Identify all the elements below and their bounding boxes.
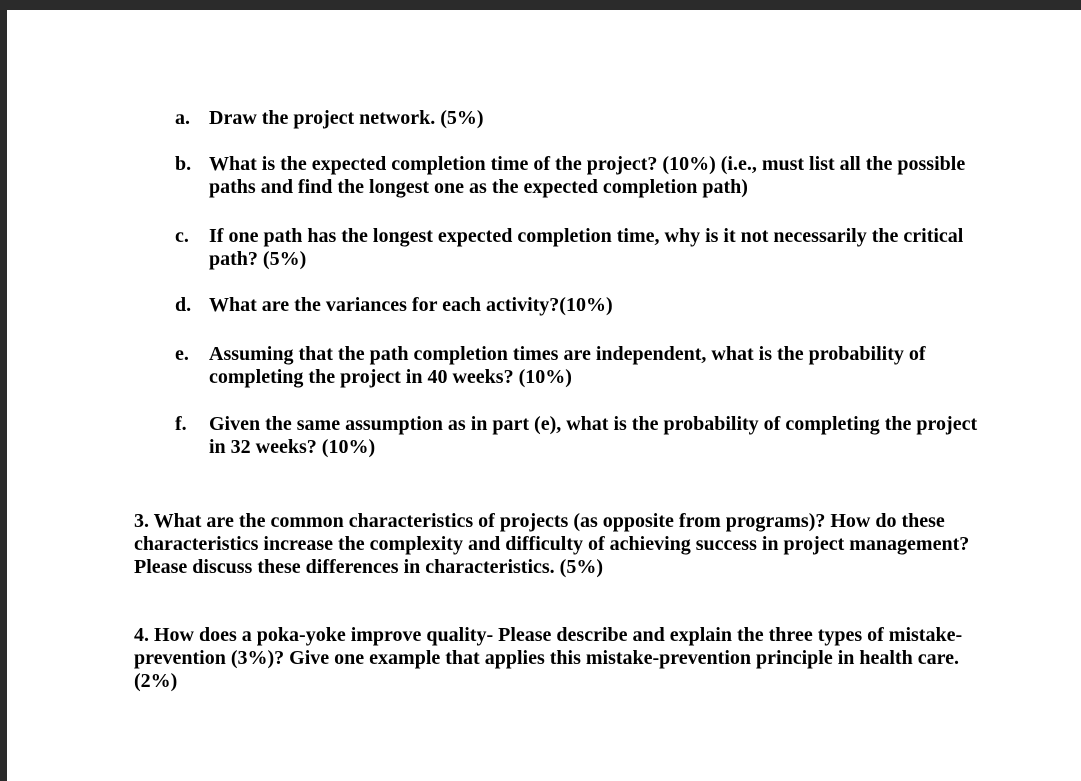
item-marker: a. (175, 107, 190, 129)
question-text: 4. How does a poka-yoke improve quality- Please describe and explain the three types of mistake-prevention (3%)? Give one example that applies this mistake-prevention principle in health care. (2%) (134, 624, 963, 692)
item-text: Draw the project network. (5%) (209, 107, 484, 129)
question-4 (134, 624, 974, 693)
item-marker: b. (175, 153, 192, 175)
item-text: Given the same assumption as in part (e), what is the probability of completing the project in 32 weeks? (10%) (209, 413, 978, 458)
document-page (7, 10, 1081, 781)
item-marker: e. (175, 343, 189, 365)
item-marker: d. (175, 294, 192, 316)
item-text: If one path has the longest expected completion time, why is it not necessarily the critical path? (5%) (209, 225, 964, 270)
question-3 (134, 510, 974, 579)
item-marker: f. (175, 413, 187, 435)
item-text: Assuming that the path completion times are independent, what is the probability of completing the project in 40 weeks? (10%) (209, 343, 926, 388)
item-marker: c. (175, 225, 189, 247)
document-content (7, 10, 1081, 781)
item-text: What are the variances for each activity?(10%) (209, 294, 613, 316)
item-text: What is the expected completion time of the project? (10%) (i.e., must list all the possible paths and find the longest one as the expected completion path) (209, 153, 966, 198)
question-text: 3. What are the common characteristics of projects (as opposite from programs)? How do these characteristics increase the complexity and difficulty of achieving success in project management? Please discuss these differences in characteristics. (5%) (134, 510, 970, 578)
